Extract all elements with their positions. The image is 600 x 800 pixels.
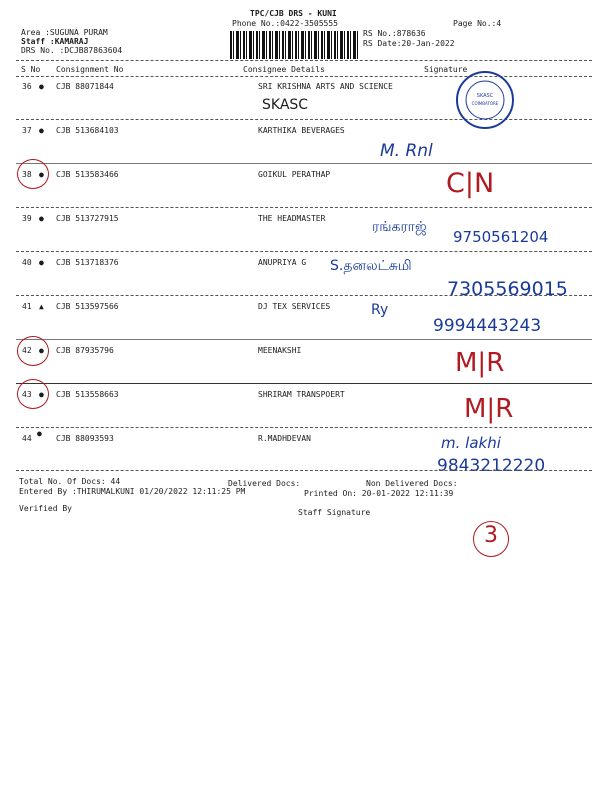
row-consignee: DJ TEX SERVICES — [258, 302, 331, 311]
row-consignee: GOIKUL PERATHAP — [258, 170, 331, 179]
row-consignment: CJB 513684103 — [56, 126, 119, 135]
bullet-icon: ● — [39, 170, 44, 179]
row-signature: C|N — [446, 168, 495, 199]
row-signature: Ry — [371, 302, 389, 318]
col-consignment-no: Consignment No — [56, 65, 124, 74]
row-phone: 9750561204 — [453, 228, 549, 246]
row-signature: M|R — [464, 394, 514, 424]
row-sno: 42 — [22, 346, 32, 355]
rs-number: RS No.:878636 — [363, 29, 426, 38]
svg-text:COIMBATORE: COIMBATORE — [471, 101, 499, 106]
staff-signature: Staff Signature — [298, 508, 371, 517]
divider — [16, 163, 592, 164]
row-sno: 39 — [22, 214, 32, 223]
divider — [16, 383, 592, 384]
bullet-icon: ● — [39, 82, 44, 91]
divider — [16, 295, 592, 296]
bullet-icon: ● — [39, 390, 44, 399]
row-signature: SKASC — [262, 97, 309, 113]
non-delivered-docs: Non Delivered Docs: — [366, 479, 458, 488]
row-consignee: ANUPRIYA G — [258, 258, 307, 267]
row-phone: 7305569015 — [447, 278, 568, 300]
phone-number: Phone No.:0422-3505555 — [232, 19, 338, 28]
row-signature: ரங்கராஜ் — [372, 219, 427, 235]
row-consignment: CJB 513583466 — [56, 170, 119, 179]
row-sno: 36 — [22, 82, 32, 91]
row-signature: m. lakhi — [441, 434, 501, 452]
row-consignment: CJB 87935796 — [56, 346, 114, 355]
row-consignee: KARTHIKA BEVERAGES — [258, 126, 345, 135]
col-signature: Signature — [424, 65, 468, 74]
col-s-no: S No — [21, 65, 41, 74]
verified-by: Verified By — [19, 504, 72, 513]
staff: Staff :KAMARAJ — [21, 37, 89, 46]
page-mark: 3 — [484, 523, 498, 548]
bullet-icon: ● — [39, 258, 44, 267]
row-signature: M. Rnl — [380, 141, 433, 161]
bullet-icon: ▲ — [39, 302, 44, 311]
divider — [16, 470, 592, 471]
divider — [16, 427, 592, 428]
row-consignment: CJB 513718376 — [56, 258, 119, 267]
printed-on: Printed On: 20-01-2022 12:11:39 — [304, 489, 454, 498]
bullet-icon: ● — [39, 214, 44, 223]
drs-number: DRS No. :DCJB87863604 — [21, 46, 123, 55]
divider — [16, 251, 592, 252]
entered-by: Entered By :THIRUMALKUNI 01/20/2022 12:11:25 PM — [19, 487, 246, 496]
delivered-docs: Delivered Docs: — [228, 479, 301, 488]
row-phone: 9843212220 — [437, 456, 546, 476]
row-sno: 38 — [22, 170, 32, 179]
bullet-icon: ● — [39, 346, 44, 355]
page-number: Page No.:4 — [453, 19, 502, 28]
row-consignment: CJB 513558663 — [56, 390, 119, 399]
row-sno: 44 — [22, 434, 32, 443]
row-sno: 43 — [22, 390, 32, 399]
row-consignment: CJB 88071844 — [56, 82, 114, 91]
row-consignee: SHRIRAM TRANSPOERT — [258, 390, 345, 399]
drs-title: TPC/CJB DRS - KUNI — [250, 9, 337, 18]
row-sno: 40 — [22, 258, 32, 267]
divider — [16, 60, 592, 61]
row-consignee: R.MADHDEVAN — [258, 434, 311, 443]
row-signature: M|R — [455, 348, 505, 378]
row-signature: S.தனலட்சுமி — [330, 258, 412, 274]
row-sno: 37 — [22, 126, 32, 135]
area: Area :SUGUNA PURAM — [21, 28, 108, 37]
barcode — [230, 31, 360, 59]
col-consignee-details: Consignee Details — [243, 65, 325, 74]
college-seal-stamp — [455, 70, 515, 130]
divider — [16, 339, 592, 340]
row-sno: 41 — [22, 302, 32, 311]
row-consignment: CJB 513597566 — [56, 302, 119, 311]
divider — [16, 207, 592, 208]
rs-date: RS Date:20-Jan-2022 — [363, 39, 455, 48]
row-consignee: SRI KRISHNA ARTS AND SCIENCE — [258, 82, 393, 91]
svg-text:SKASC: SKASC — [476, 93, 494, 99]
total-docs: Total No. Of Docs: 44 — [19, 477, 121, 486]
bullet-icon: ● — [39, 126, 44, 135]
bullet-icon: ● — [37, 429, 42, 438]
row-consignment: CJB 88093593 — [56, 434, 114, 443]
row-phone: 9994443243 — [433, 316, 542, 336]
row-consignee: THE HEADMASTER — [258, 214, 326, 223]
row-consignment: CJB 513727915 — [56, 214, 119, 223]
row-consignee: MEENAKSHI — [258, 346, 302, 355]
